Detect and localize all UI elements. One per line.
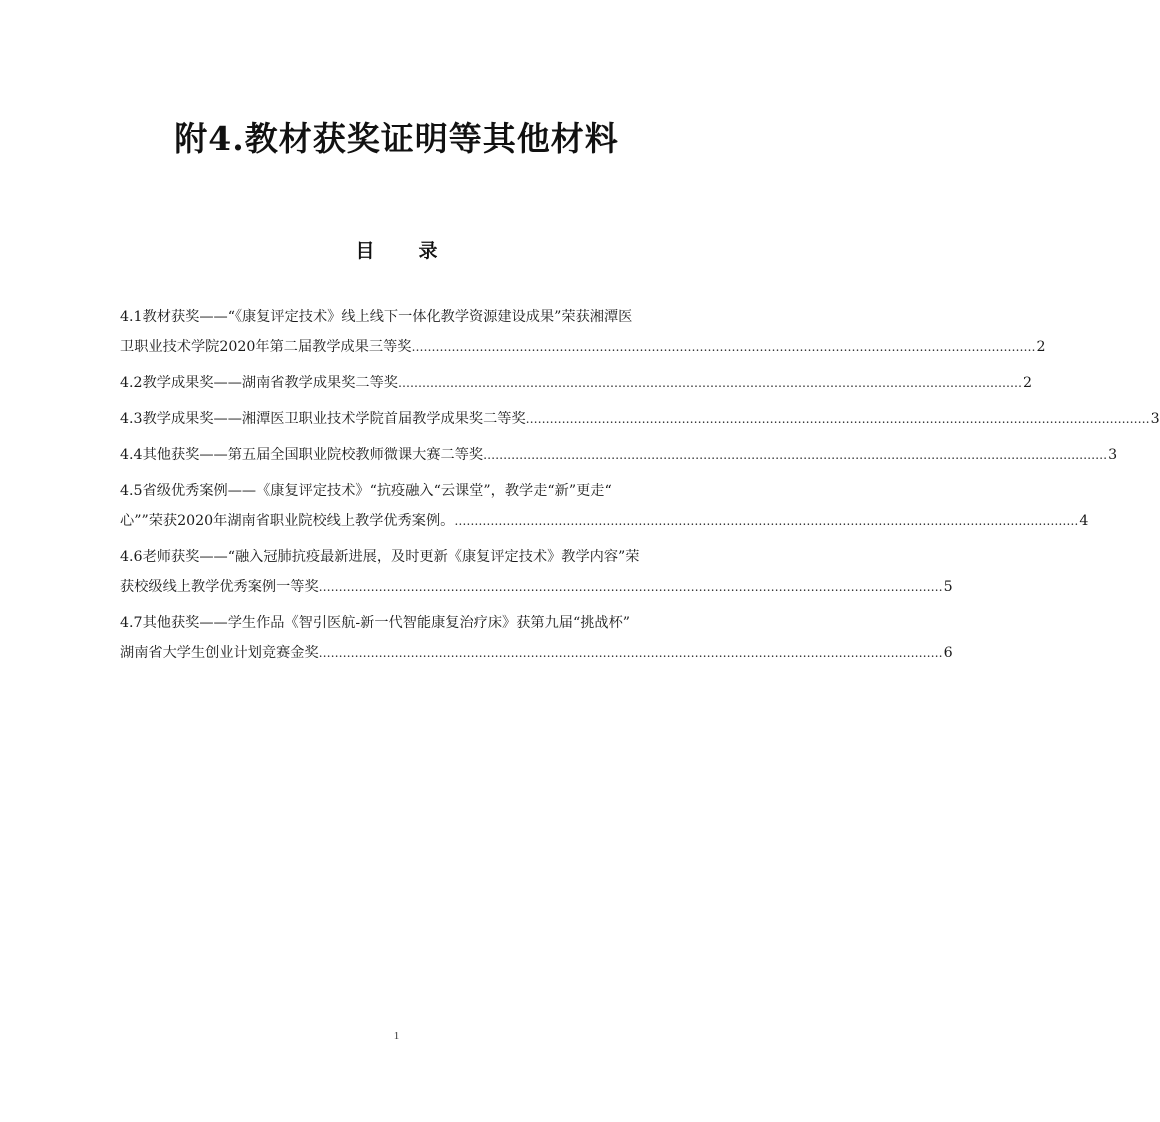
toc-entry-text: 4.6老师获奖——“融入冠肺抗疫最新进展，及时更新《康复评定技术》教学内容”荣 [120,549,640,565]
toc-entry-text: 4.3教学成果奖——湘潭医卫职业技术学院首届教学成果奖二等奖 [120,411,526,427]
toc-page-number: 2 [1022,375,1032,391]
toc-entry-text: 4.5省级优秀案例——《康复评定技术》“抗疫融入“云课堂”，教学走“新”更走“ [120,483,612,499]
toc-entry-last-line [120,638,953,668]
toc-entry-text: 4.4其他获奖——第五届全国职业院校教师微课大赛二等奖 [120,447,484,463]
dot-leader [526,404,1150,434]
toc-entry-text: 心””荣获2020年湖南省职业院校线上教学优秀案例。 [120,513,455,529]
dot-leader [319,638,943,668]
dot-leader [398,368,1022,398]
toc-entry-text: 卫职业技术学院2020年第二届教学成果三等奖 [120,339,412,355]
dot-leader [319,572,943,602]
toc-entry-text: 4.7其他获奖——学生作品《智引医航-新一代智能康复治疗床》获第九届“挑战杯” [120,615,631,631]
toc-entry-last-line [120,368,1032,398]
toc-entry[interactable] [120,440,1118,470]
toc-entry[interactable] [120,368,1032,398]
toc-entry[interactable] [120,542,953,602]
toc-heading-char: 目 [355,240,375,262]
toc-entry-text: 获校级线上教学优秀案例一等奖 [120,579,319,595]
toc-heading-char: 录 [418,240,438,262]
toc-entry-last-line [120,404,1160,434]
toc-page-number: 4 [1079,513,1089,529]
dot-leader [454,506,1078,536]
toc-page-number: 2 [1036,339,1046,355]
toc-entry-last-line [120,572,953,602]
toc-entry[interactable] [120,404,1160,434]
dot-leader [411,332,1035,362]
toc-entry-last-line [120,332,1046,362]
toc-entry[interactable] [120,302,1046,362]
table-of-contents [120,302,1160,674]
toc-heading [0,236,793,263]
toc-page-number: 3 [1108,447,1118,463]
toc-page-number: 5 [943,579,953,595]
toc-entry-text: 湖南省大学生创业计划竞赛金奖 [120,645,319,661]
document-title: 附4.教材获奖证明等其他材料 [174,119,619,158]
toc-entry[interactable] [120,608,953,668]
toc-entry[interactable] [120,476,1089,536]
toc-entry-text: 4.1教材获奖——“《康复评定技术》线上线下一体化教学资源建设成果”荣获湘潭医 [120,309,633,325]
toc-entry-last-line [120,440,1118,470]
toc-entry-last-line [120,506,1089,536]
toc-page-number: 3 [1150,411,1160,427]
page-number: 1 [393,1030,400,1042]
toc-entry-text: 4.2教学成果奖——湖南省教学成果奖二等奖 [120,375,398,391]
dot-leader [483,440,1107,470]
toc-page-number: 6 [943,645,953,661]
